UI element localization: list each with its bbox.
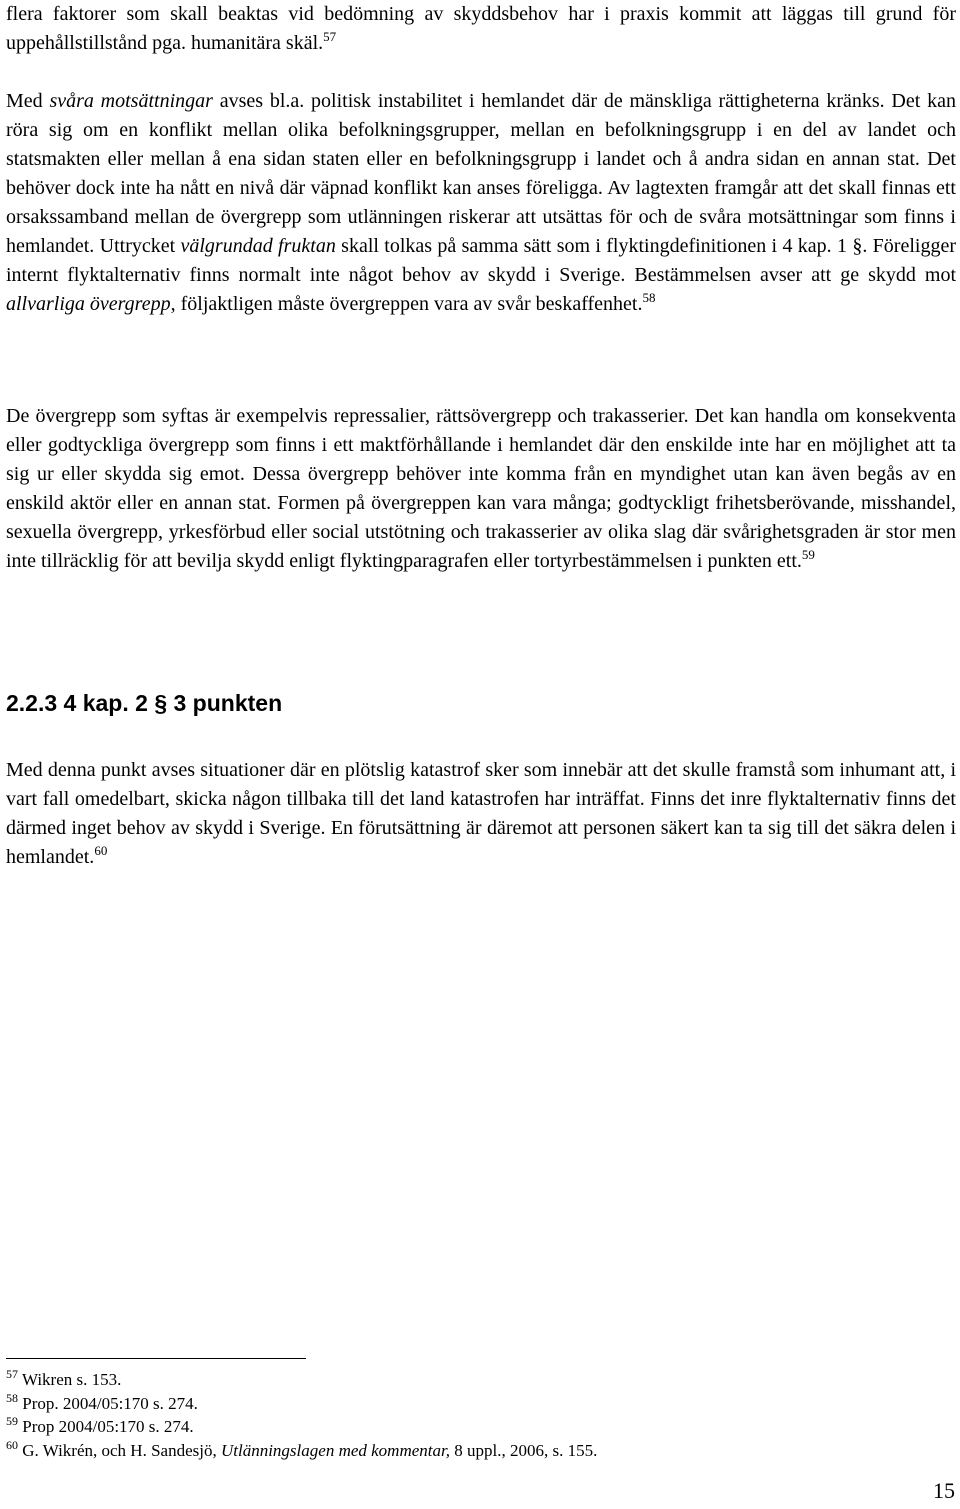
- footnote-57: [6, 1368, 906, 1392]
- book-title: Utlänningslagen med kommentar,: [220, 1440, 450, 1460]
- footnote-59: [6, 1415, 906, 1439]
- paragraph-3: [6, 402, 956, 576]
- footnote-number: 60: [6, 1437, 18, 1452]
- footnote-ref-57[interactable]: 57: [323, 29, 337, 44]
- page-number: 15: [933, 1478, 955, 1503]
- emphasis-valgrundad-fruktan: välgrundad fruktan: [180, 235, 336, 257]
- paragraph-4: [6, 756, 956, 872]
- footnote-58: [6, 1392, 906, 1416]
- paragraph-2: Med svåra motsättningar avses bl.a. politisk instabilitet i hemlandet där de mänskliga rättigheterna kränks. Det kan röra sig om en konflikt mellan olika befolkningsgrupper, mellan en befolkningsgrupp i en del av landet och statsmakten eller mellan å ena sidan staten eller en befolkningsgrupp i landet och å andra sidan en annan stat. Det behöver dock inte ha nått en nivå där väpnad konflikt kan anses föreligga. Av lagtexten framgår att det skall finnas ett orsakssamband mellan de övergrepp som utlänningen riskerar att utsättas för och de svåra motsättningar som finns i hemlandet. Uttrycket välgrundad fruktan skall tolkas på samma sätt som i flyktingdefinitionen i 4 kap. 1 §. Föreligger internt flyktalternativ finns normalt inte något behov av skydd i Sverige. Bestämmelsen avser att ge skydd mot allvarliga övergrepp, följaktligen måste övergreppen vara av svår beskaffenhet.$^{58}$: [6, 90, 956, 315]
- footnote-text: Wikren s. 153.: [21, 1370, 122, 1389]
- footnote-ref-59[interactable]: 59: [801, 547, 815, 562]
- footnote-text: Prop 2004/05:170 s. 274.: [22, 1417, 194, 1436]
- section-heading-container: [6, 688, 956, 718]
- emphasis-allvarliga-overgrepp: allvarliga övergrepp: [6, 293, 171, 315]
- footnote-number: 58: [6, 1390, 18, 1405]
- emphasis-svara-motsattningar: svåra motsättningar: [49, 90, 213, 112]
- footnote-number: 59: [6, 1414, 18, 1428]
- footnote-divider: [6, 1358, 306, 1359]
- footnote-ref-60[interactable]: 60: [94, 843, 108, 858]
- paragraph-text: De övergrepp som syftas är exempelvis repressalier, rättsövergrepp och trakasserier. Det kan handla om konsekventa eller godtyckliga övergrepp som finns i ett maktförhållande i hemlandet där den enskilde inte har en möjlighet att ta sig ur eller skydda sig emot. Dessa övergrepp behöver inte komma från en myndighet utan kan även begås av en enskild aktör eller en annan stat. Formen på övergreppen kan vara många; godtyckligt frihetsberövande, misshandel, sexuella övergrepp, yrkesförbud eller social utstötning och trakasserier av olika slag där svårighetsgraden är stor men inte tillräcklig för att bevilja skydd enligt flyktingparagrafen eller tortyrbestämmelsen i punkten ett.: [6, 405, 956, 572]
- paragraph-text: flera faktorer som skall beaktas vid bedömning av skyddsbehov har i praxis kommit att läggas till grund för uppehållstillstånd pga. humanitära skäl.: [6, 3, 956, 54]
- section-heading: 2.2.3 4 kap. 2 § 3 punkten: [6, 690, 283, 716]
- footnote-text: Prop. 2004/05:170 s. 274.: [22, 1393, 198, 1413]
- paragraph-text: Med denna punkt avses situationer där en plötslig katastrof sker som innebär att det skulle framstå som inhumant att, i vart fall omedelbart, skicka någon tillbaka till det land katastrofen har inträffat. Finns det inre flyktalternativ finns det därmed inget behov av skydd i Sverige. En förutsättning är däremot att personen säkert kan ta sig till det säkra delen i hemlandet.: [6, 759, 956, 868]
- footnotes: [6, 1368, 906, 1462]
- footnote-number: 57: [6, 1367, 18, 1381]
- footnote-60: $^{60}$ G. Wikrén, och H. Sandesjö, Utlänningslagen med kommentar, 8 uppl., 2006, s. 155.: [6, 1437, 598, 1460]
- paragraph-1: [6, 0, 956, 58]
- footnote-ref-58[interactable]: 58: [642, 290, 656, 305]
